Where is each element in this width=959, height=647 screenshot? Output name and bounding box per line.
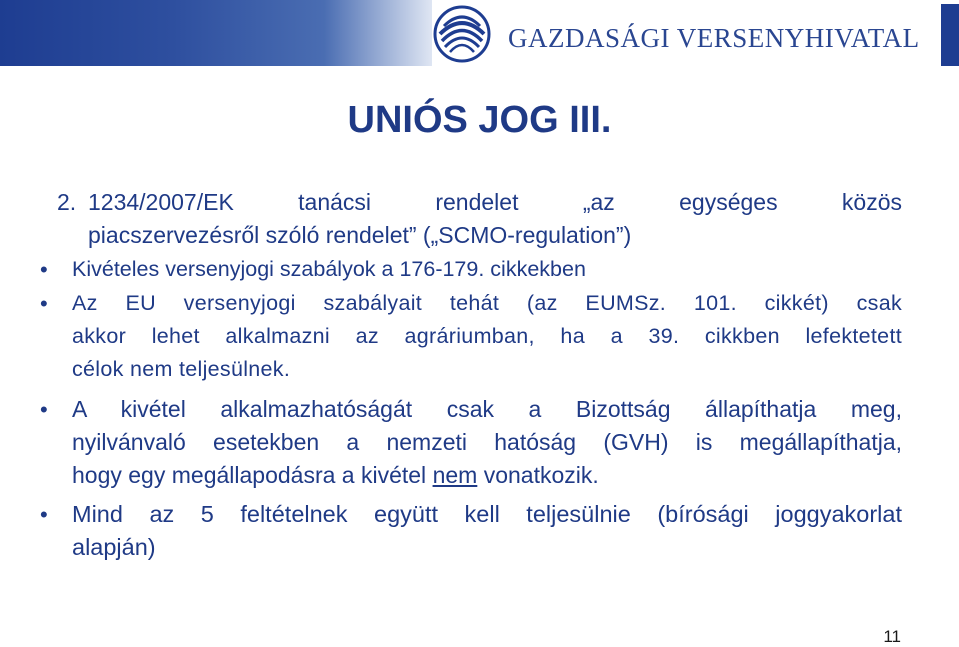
underlined-word: nem (432, 462, 478, 488)
bullet-marker: • (40, 502, 48, 527)
bullet-item (36, 253, 902, 286)
item-text-line (72, 459, 902, 492)
item-text-line: Az EU versenyjogi szabályait tehát (az EUMSz. 101. cikkét) csak (72, 291, 902, 315)
item-text-line: akkor lehet alkalmazni az agráriumban, ha a 39. cikkben lefektetett (72, 324, 902, 348)
item-text-line: célok nem teljesülnek. (72, 357, 291, 381)
item-text-line: nyilvánvaló esetekben a nemzeti hatóság (GVH) is megállapíthatja, (72, 429, 902, 455)
item-text-line: A kivétel alkalmazhatóságát csak a Bizottság állapíthatja meg, (72, 396, 902, 422)
header-divider (0, 66, 432, 69)
page-number: 11 (883, 627, 901, 646)
slide-title: UNIÓS JOG III. (347, 99, 612, 141)
item-text-line: alapján) (72, 534, 156, 560)
bullet-item (36, 393, 902, 492)
bullet-marker: • (40, 257, 48, 282)
header-color-band (0, 0, 432, 66)
item-text-line: 1234/2007/EK tanácsi rendelet „az egységes közös (88, 189, 902, 215)
swirl-sphere-logo-icon (432, 4, 492, 64)
bullet-marker: • (40, 397, 48, 422)
item-text-line: Kivételes versenyjogi szabályok a 176-179. cikkekben (72, 257, 586, 281)
item-text-line: piacszervezésről szóló rendelet” („SCMO-regulation”) (88, 222, 632, 248)
item-number: 2. (57, 189, 77, 215)
org-name-part1: GAZDASÁGI (508, 23, 670, 53)
bullet-item (36, 287, 902, 386)
org-name-part2: VERSENYHIVATAL (676, 23, 920, 53)
bullet-marker: • (40, 291, 48, 316)
organization-logo-text (508, 23, 920, 54)
item-text-line: Mind az 5 feltételnek együtt kell teljesülnie (bírósági joggyakorlat (72, 501, 902, 527)
text-segment: vonatkozik. (477, 462, 599, 488)
header-corner-tab (941, 4, 959, 66)
slide-content (40, 186, 902, 564)
text-segment: hogy egy megállapodásra a kivétel (72, 462, 433, 488)
bullet-item (36, 498, 902, 564)
numbered-item-2 (52, 186, 902, 252)
